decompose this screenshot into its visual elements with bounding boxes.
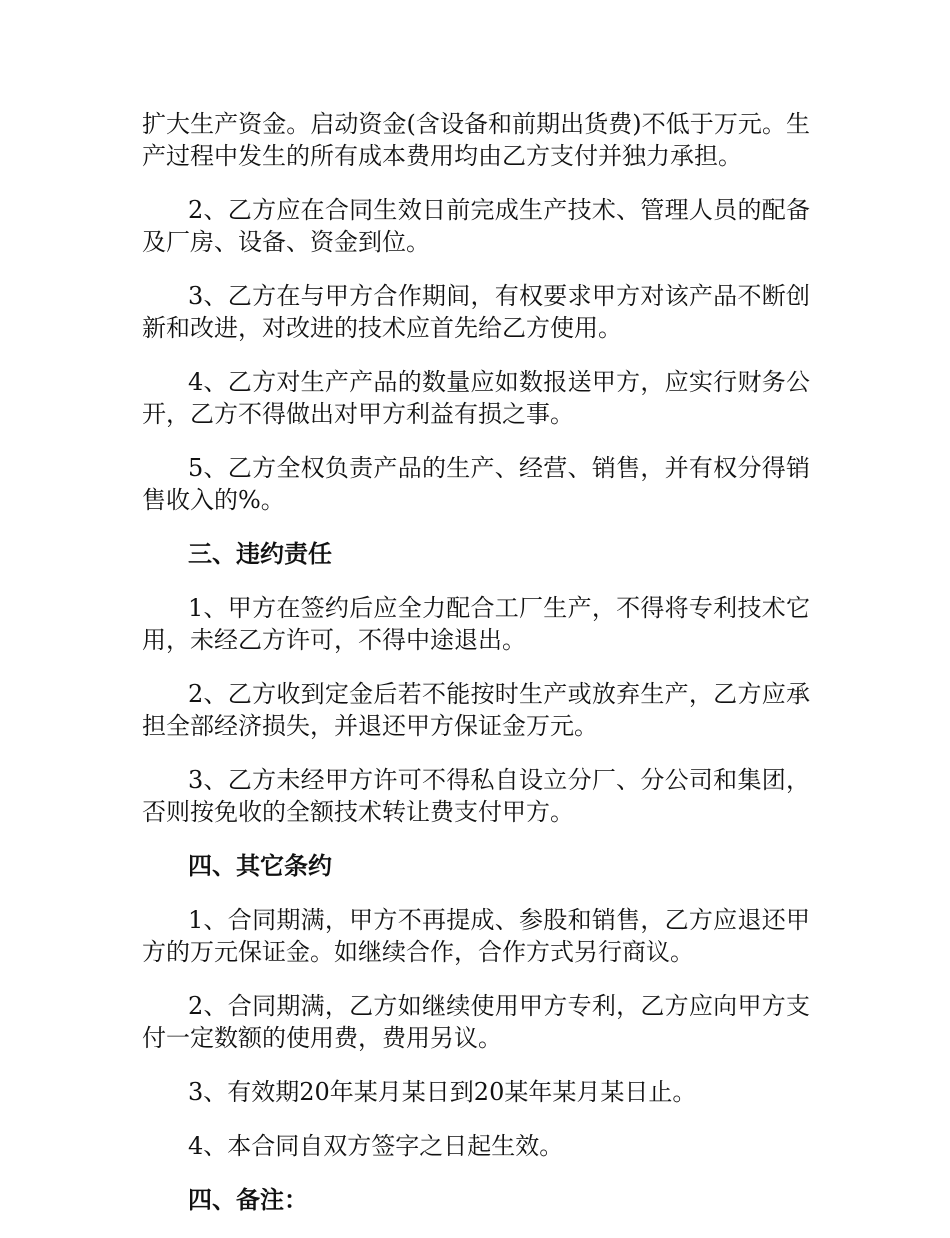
- document-body: [142, 108, 810, 1238]
- clause-3-innovation: 3、乙方在与甲方合作期间，有权要求甲方对该产品不断创新和改进，对改进的技术应首先给乙方使用。: [142, 282, 810, 342]
- other-clause-2: 2、合同期满，乙方如继续使用甲方专利，乙方应向甲方支付一定数额的使用费，费用另议。: [142, 992, 810, 1052]
- clause-4-reporting: 4、乙方对生产产品的数量应如数报送甲方，应实行财务公开，乙方不得做出对甲方利益有损之事。: [142, 368, 810, 428]
- section-heading-remarks: 四、备注：: [188, 1185, 308, 1214]
- other-clause-4-effective: 4、本合同自双方签字之日起生效。: [188, 1132, 564, 1160]
- breach-clause-2: 2、乙方收到定金后若不能按时生产或放弃生产，乙方应承担全部经济损失，并退还甲方保证金万元。: [142, 680, 810, 740]
- section-heading-other-terms: 四、其它条约: [188, 851, 332, 880]
- other-clause-3-validity: 3、有效期20年某月某日到20某年某月某日止。: [188, 1078, 697, 1106]
- clause-5-sales: 5、乙方全权负责产品的生产、经营、销售，并有权分得销售收入的%。: [142, 454, 810, 514]
- section-heading-breach: 三、违约责任: [188, 539, 332, 568]
- paragraph-funding: 扩大生产资金。启动资金(含设备和前期出货费)不低于万元。生产过程中发生的所有成本费用均由乙方支付并独力承担。: [142, 110, 810, 170]
- breach-clause-3: 3、乙方未经甲方许可不得私自设立分厂、分公司和集团，否则按免收的全额技术转让费支付甲方。: [142, 766, 810, 826]
- clause-2-staffing: 2、乙方应在合同生效日前完成生产技术、管理人员的配备及厂房、设备、资金到位。: [142, 196, 810, 256]
- other-clause-1: 1、合同期满，甲方不再提成、参股和销售，乙方应退还甲方的万元保证金。如继续合作，合作方式另行商议。: [142, 906, 810, 966]
- breach-clause-1: 1、甲方在签约后应全力配合工厂生产，不得将专利技术它用，未经乙方许可，不得中途退出。: [142, 594, 810, 654]
